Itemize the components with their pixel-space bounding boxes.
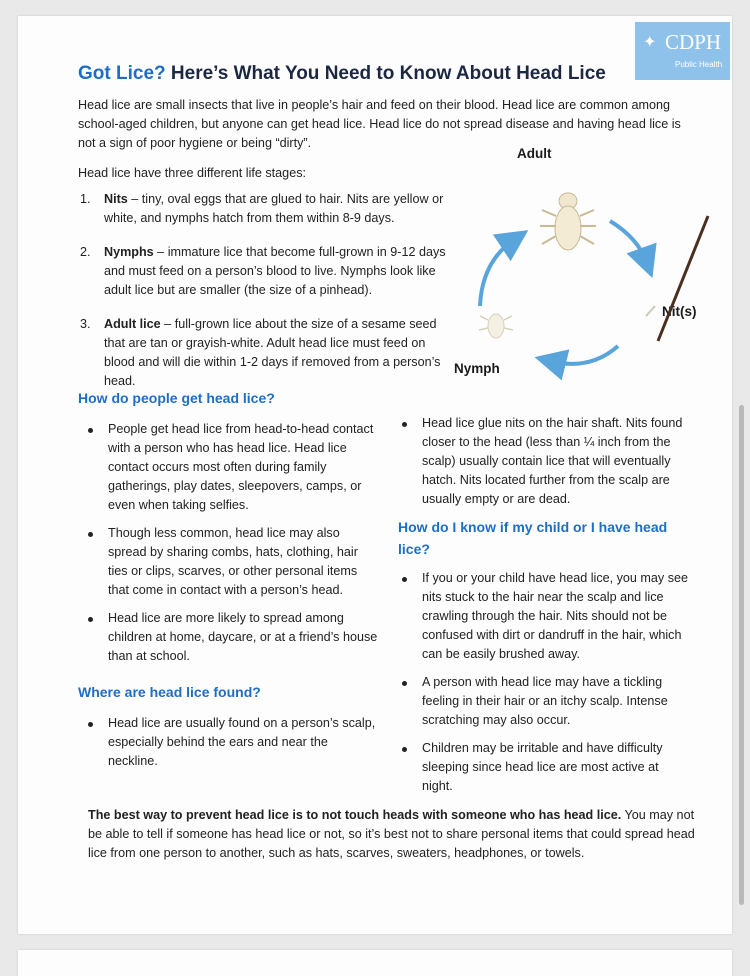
list-item <box>80 609 380 666</box>
list-number: 3. <box>80 317 91 331</box>
list-number: 1. <box>80 192 91 206</box>
logo-text: CDPH <box>665 30 722 54</box>
list-item <box>80 190 452 228</box>
bullet-icon <box>402 577 407 582</box>
bullet-text: Head lice are more likely to spread among children at home, daycare, or at a friend’s house than at school. <box>108 611 378 663</box>
nits-label: Nit(s) <box>662 304 697 319</box>
how-get-list <box>80 420 380 675</box>
nymph-label: Nymph <box>454 361 500 376</box>
adult-label: Adult <box>517 146 552 161</box>
arrow-to-nits-icon <box>610 221 647 263</box>
list-item <box>80 315 452 391</box>
adult-louse-icon <box>540 193 596 250</box>
nit-hair-icon <box>646 216 708 341</box>
nits-location-list <box>394 414 690 518</box>
stages-intro: Head lice have three different life stages: <box>78 166 306 180</box>
arrow-to-nymph-icon <box>550 346 618 364</box>
bullet-icon <box>402 422 407 427</box>
bullet-icon <box>88 722 93 727</box>
bullet-text: People get head lice from head-to-head contact with a person who has head lice. Head lice contact occurs most often during family gatherings, play dates, sleepovers, camps, or even when taking selfies. <box>108 422 374 512</box>
bullet-icon <box>88 532 93 537</box>
scrollbar[interactable] <box>739 405 744 905</box>
stage-text: – immature lice that become full-grown in 9-12 days and must feed on a person’s blood to live. Nymphs look like adult lice but are smaller (the size of a pinhead). <box>104 245 446 297</box>
list-number: 2. <box>80 245 91 259</box>
prevention-paragraph <box>88 806 698 863</box>
list-item <box>80 714 380 771</box>
title-rest: Here’s What You Need to Know About Head Lice <box>165 63 606 84</box>
page-title <box>78 63 606 85</box>
bullet-text: If you or your child have head lice, you may see nits stuck to the hair near the scalp and lice crawling through the hair. Nits should not be confused with dirt or dandruff in the hair, which can be easily brushed away. <box>422 571 689 661</box>
logo-figures-icon: ✦ <box>643 34 657 51</box>
how-know-heading: How do I know if my child or I have head lice? <box>398 519 668 557</box>
life-stages-list <box>80 190 452 406</box>
how-know-list <box>394 569 690 805</box>
bullet-icon <box>402 747 407 752</box>
bullet-icon <box>88 617 93 622</box>
title-highlight: Got Lice? <box>78 63 166 84</box>
stage-text: – full-grown lice about the size of a sesame seed that are tan or grayish-white. Adult head lice must feed on blood and will die within 1-2 days if removed from a person’s head. <box>104 317 441 388</box>
stage-text: – tiny, oval eggs that are glued to hair. Nits are yellow or white, and nymphs hatch from them within 8-9 days. <box>104 192 444 225</box>
stage-term: Adult lice <box>104 317 161 331</box>
list-item <box>394 739 690 796</box>
where-found-list <box>80 714 380 780</box>
prevention-bold: The best way to prevent head lice is to not touch heads with someone who has head lice. <box>88 808 622 822</box>
cdph-logo <box>635 22 730 80</box>
list-item <box>394 569 690 664</box>
logo-subtext: Public Health <box>675 60 723 69</box>
list-item <box>80 243 452 300</box>
bullet-icon <box>88 428 93 433</box>
prevention-rest: You may not be able to tell if someone has head lice or not, so it’s best not to share personal items that could spread head lice from one person to another, such as hats, scarves, sweaters, headphones, or towels. <box>88 808 695 860</box>
bullet-text: A person with head lice may have a tickling feeling in their hair or an itchy scalp. Intense scratching may also occur. <box>422 675 668 727</box>
list-item <box>80 420 380 515</box>
lifecycle-graphic <box>450 156 720 396</box>
list-item <box>394 414 690 509</box>
lifecycle-diagram <box>450 146 720 396</box>
stage-term: Nymphs <box>104 245 154 259</box>
stage-term: Nits <box>104 192 128 206</box>
document-page <box>18 16 732 934</box>
bullet-text: Head lice glue nits on the hair shaft. Nits found closer to the head (less than ¼ inch from the scalp) usually contain lice that will eventually hatch. Nits located further from the scalp are usually empty or are dead. <box>422 416 683 506</box>
nymph-louse-icon <box>479 314 513 338</box>
list-item <box>394 673 690 730</box>
how-get-heading: How do people get head lice? <box>78 390 275 406</box>
where-found-heading: Where are head lice found? <box>78 684 261 700</box>
bullet-text: Though less common, head lice may also spread by sharing combs, hats, clothing, hair ties or clips, scarves, or other personal items that come in contact with a person’s head. <box>108 526 358 597</box>
bullet-text: Head lice are usually found on a person’s scalp, especially behind the ears and near the neckline. <box>108 716 376 768</box>
bullet-text: Children may be irritable and have difficulty sleeping since head lice are most active at night. <box>422 741 663 793</box>
intro-paragraph: Head lice are small insects that live in people’s hair and feed on their blood. Head lice are common among school-aged children, but anyone can get head lice. Head lice do not spread disease and having head lice is not a sign of poor hygiene or being “dirty”. <box>78 98 681 150</box>
next-page <box>18 950 732 976</box>
list-item <box>80 524 380 600</box>
bullet-icon <box>402 681 407 686</box>
arrow-to-adult-icon <box>480 239 515 306</box>
